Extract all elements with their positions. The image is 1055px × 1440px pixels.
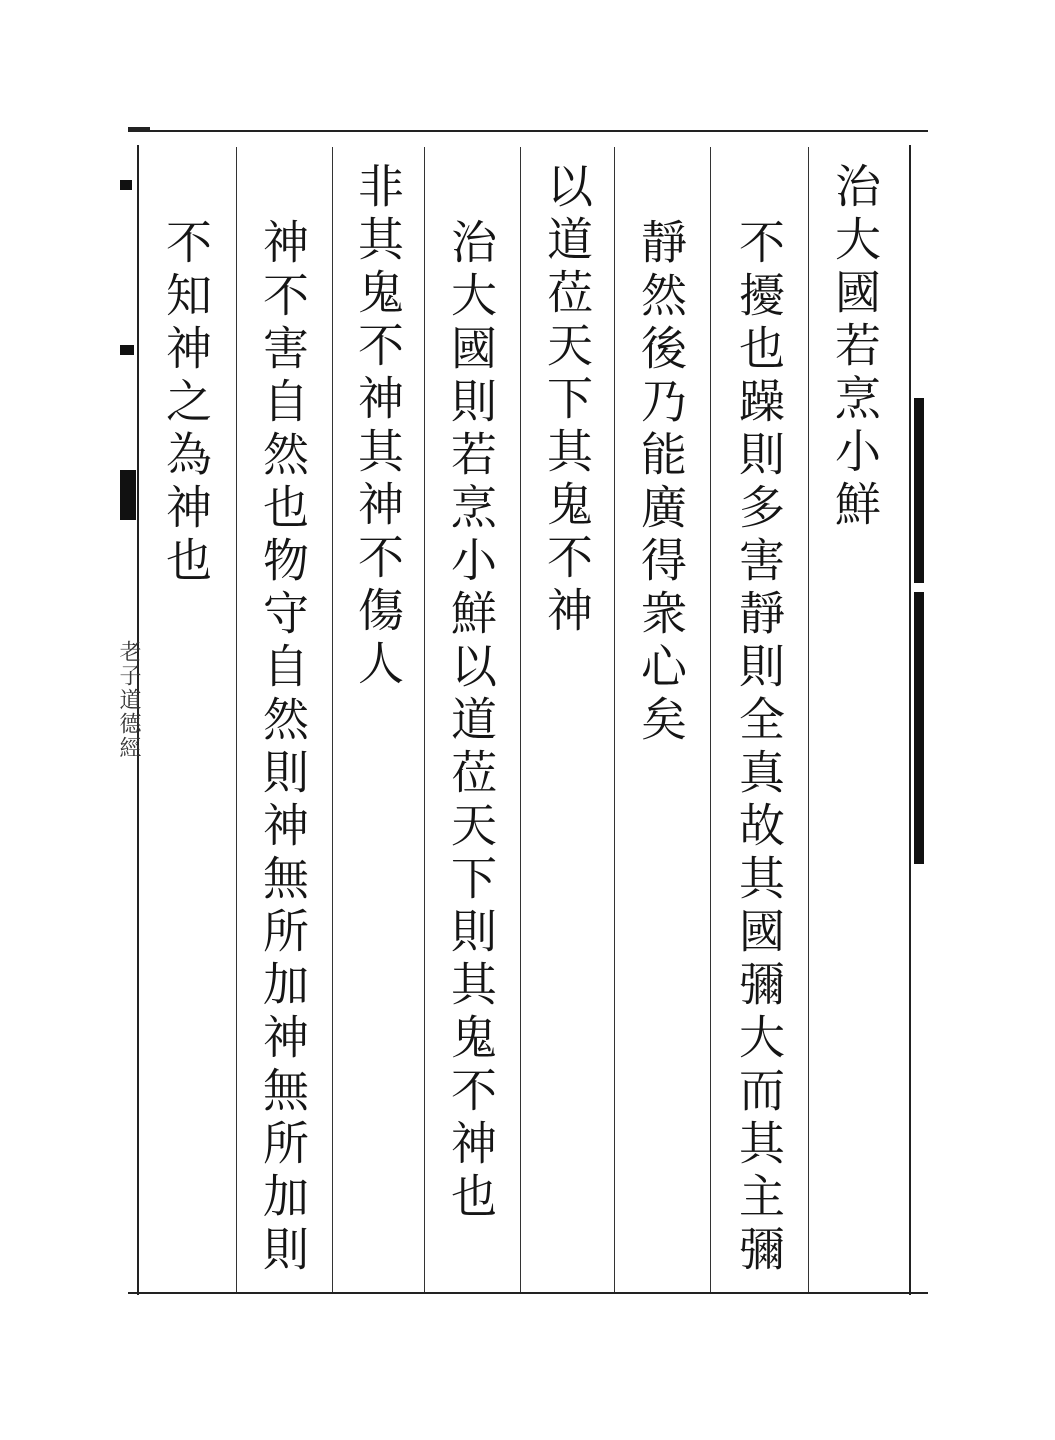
column-divider: [710, 147, 711, 1292]
text-column-8: 不知神之為神也: [159, 218, 213, 589]
spine-bar: [914, 592, 924, 864]
text-column-1: 治大國若烹小鮮: [828, 162, 882, 533]
top-corner-mark: [128, 127, 150, 131]
text-column-6: 非其鬼不神其神不傷人: [351, 162, 405, 692]
text-column-3: 靜然後乃能廣得衆心矣: [634, 218, 688, 748]
column-divider: [808, 147, 809, 1292]
column-divider: [614, 147, 615, 1292]
top-border: [128, 130, 928, 138]
edge-title: 老子道德經: [116, 640, 141, 760]
text-column-4: 以道莅天下其鬼不神: [540, 162, 594, 639]
spine-bar: [914, 398, 924, 583]
text-column-2: 不擾也躁則多害靜則全真故其國彌大而其主彌: [732, 218, 786, 1278]
page-frame: [137, 145, 911, 1295]
text-column-5: 治大國則若烹小鮮以道莅天下則其鬼不神也: [444, 218, 498, 1225]
column-divider: [236, 147, 237, 1292]
edge-mark: [120, 470, 136, 520]
column-divider: [424, 147, 425, 1292]
edge-mark: [120, 180, 132, 190]
column-divider: [520, 147, 521, 1292]
text-column-7: 神不害自然也物守自然則神無所加神無所加則: [256, 218, 310, 1278]
column-divider: [332, 147, 333, 1292]
edge-mark: [120, 345, 134, 355]
